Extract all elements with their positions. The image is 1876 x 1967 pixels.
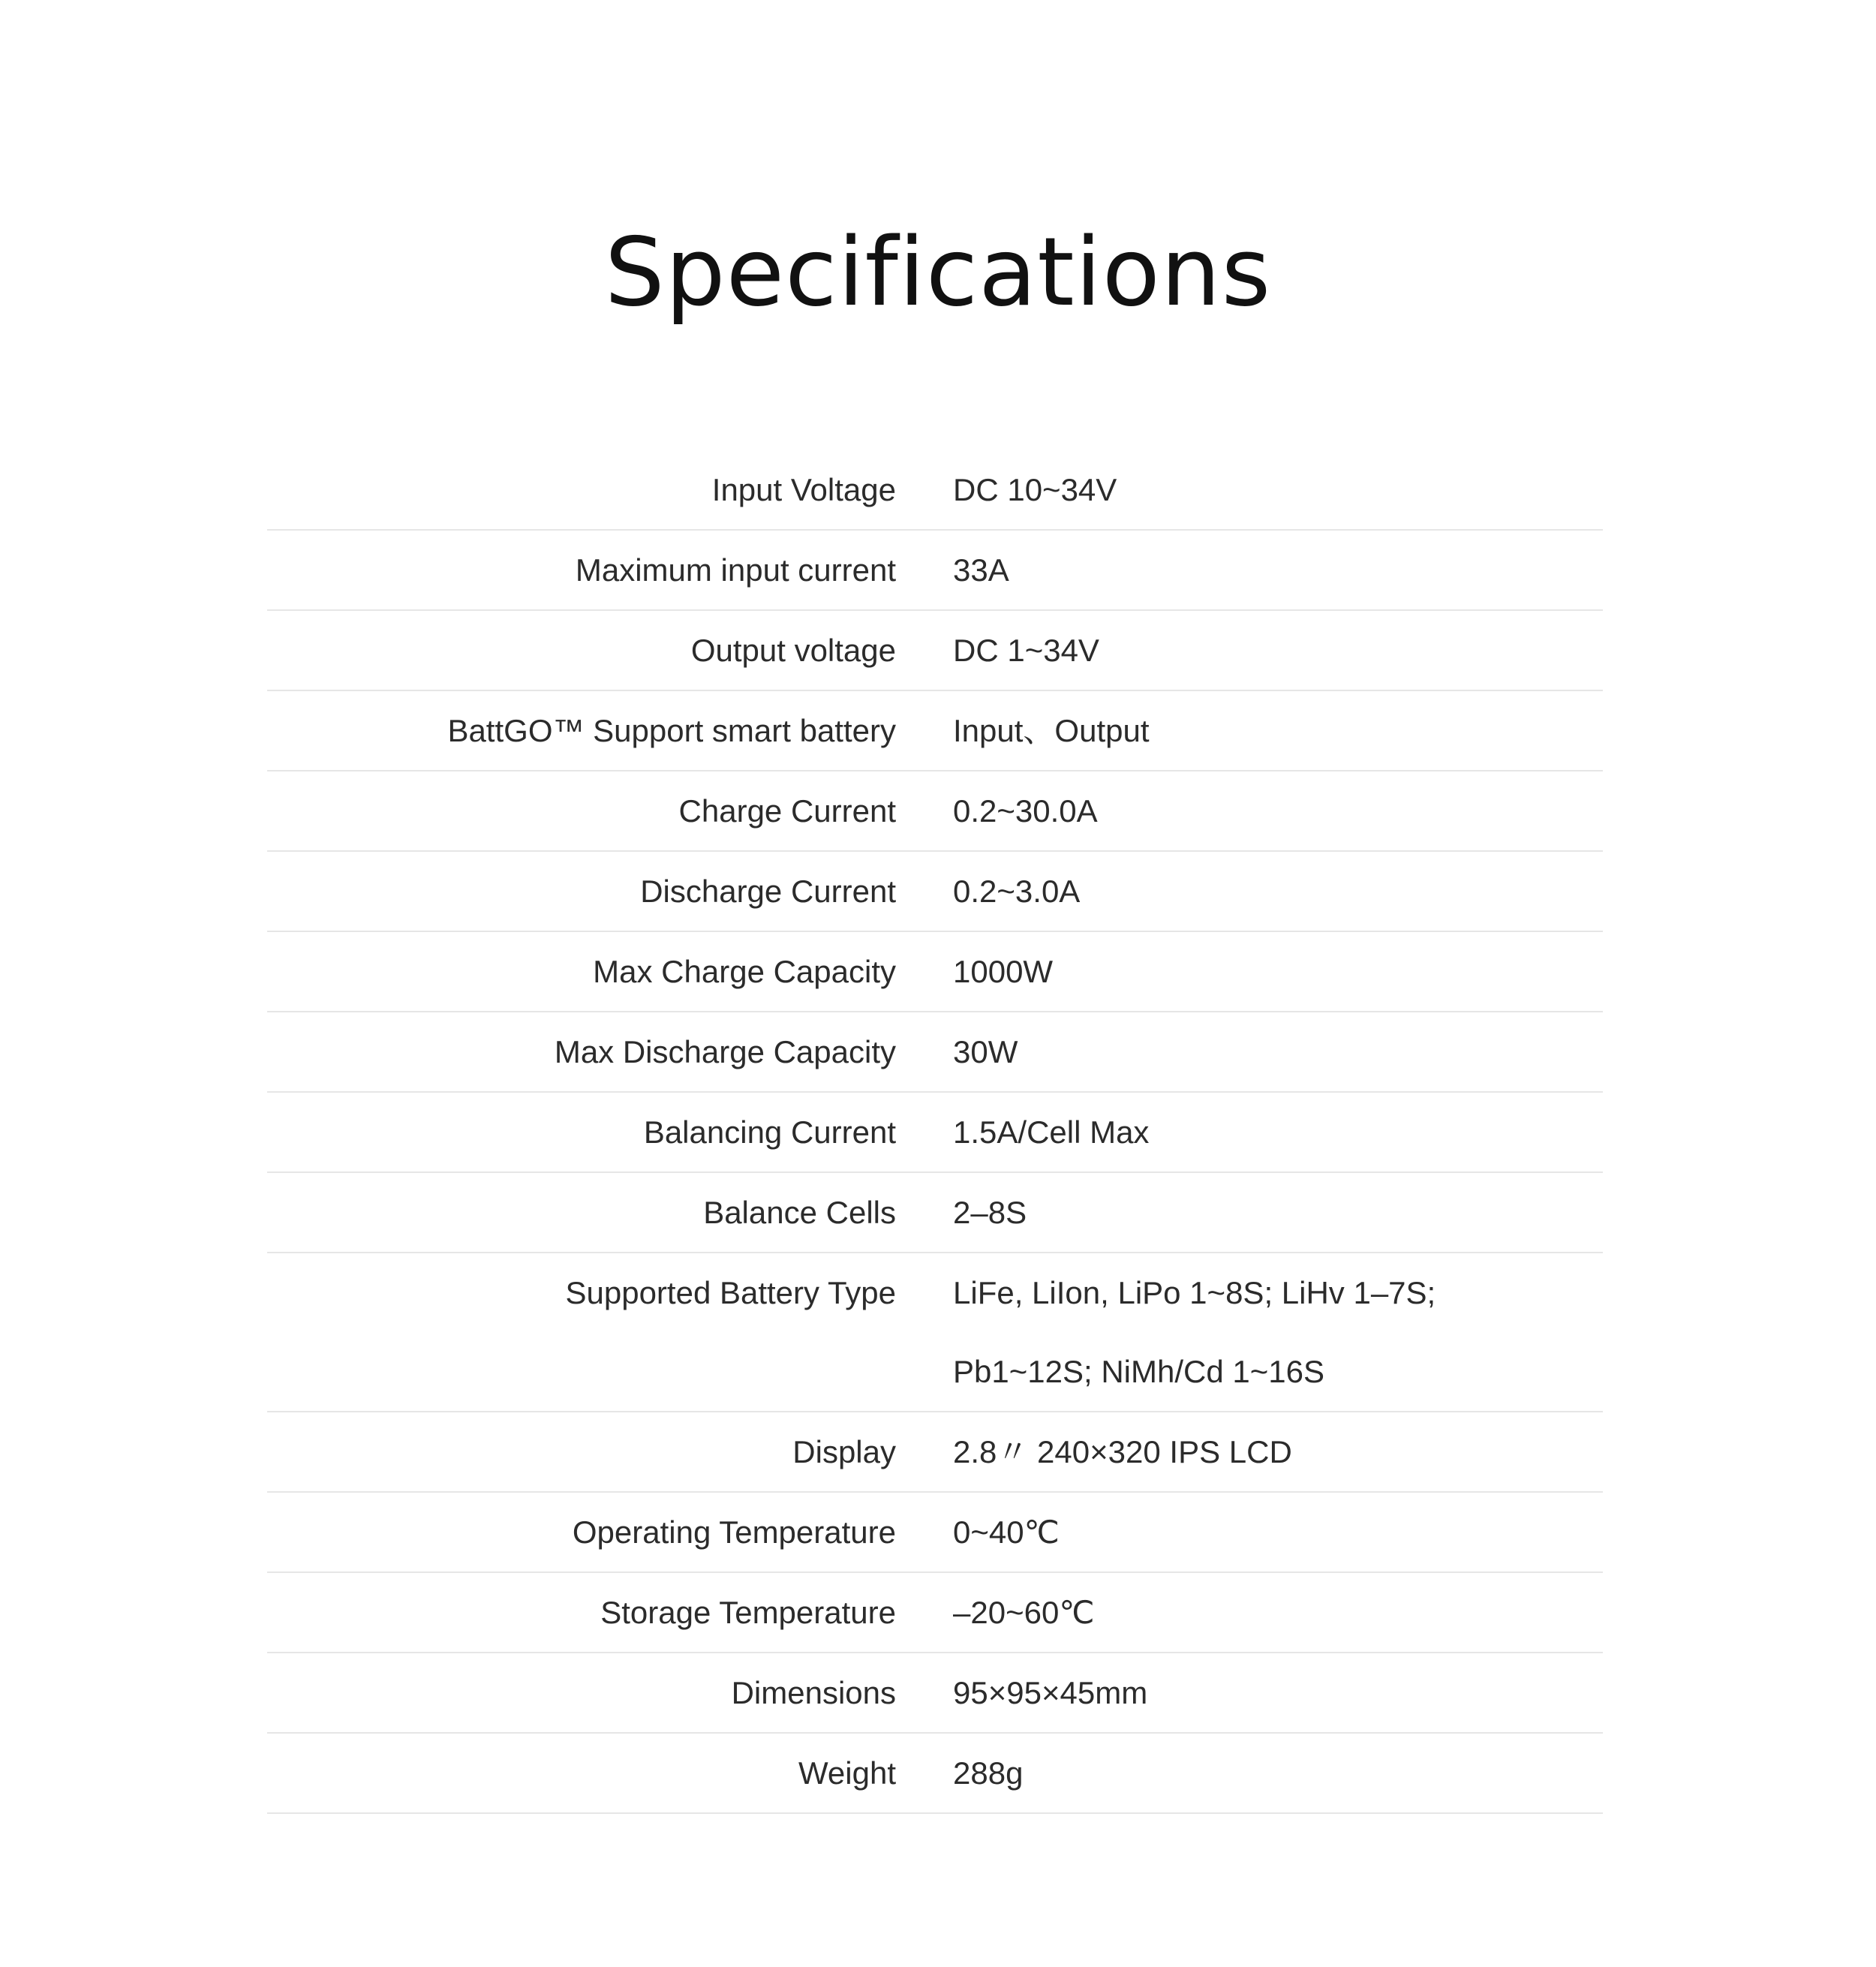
spec-label: Maximum input current — [575, 552, 896, 588]
spec-label: Charge Current — [678, 793, 896, 829]
spec-values — [953, 611, 1603, 690]
spec-values — [953, 450, 1603, 529]
spec-label: Max Discharge Capacity — [554, 1034, 896, 1069]
spec-row-max-discharge-capacity — [267, 1012, 1603, 1093]
spec-table — [267, 450, 1603, 1814]
spec-value: Pb1~12S; NiMh/Cd 1~16S — [953, 1354, 1324, 1389]
spec-label: Max Charge Capacity — [593, 954, 896, 989]
spec-values — [953, 1573, 1603, 1652]
spec-value: 33A — [953, 552, 1009, 588]
spec-value: 30W — [953, 1034, 1018, 1069]
spec-value: 1.5A/Cell Max — [953, 1114, 1150, 1150]
spec-value: DC 1~34V — [953, 633, 1099, 668]
spec-value: 95×95×45mm — [953, 1675, 1148, 1710]
spec-value: DC 10~34V — [953, 472, 1117, 507]
spec-value: 288g — [953, 1755, 1024, 1791]
spec-row-maximum-input-current — [267, 531, 1603, 611]
spec-value: –20~60℃ — [953, 1595, 1095, 1630]
spec-row-battgo-support — [267, 691, 1603, 771]
spec-label: Display — [792, 1434, 896, 1469]
spec-values — [953, 1653, 1603, 1732]
spec-values — [953, 691, 1603, 770]
spec-value: 2.8〃 240×320 IPS LCD — [953, 1434, 1292, 1469]
spec-label: Operating Temperature — [572, 1514, 896, 1550]
spec-row-supported-battery-type — [267, 1253, 1603, 1412]
spec-label: Balancing Current — [643, 1114, 896, 1150]
spec-value: 0.2~3.0A — [953, 874, 1081, 909]
spec-values — [953, 771, 1603, 850]
spec-values — [953, 1412, 1603, 1491]
spec-values — [953, 531, 1603, 609]
spec-row-discharge-current — [267, 852, 1603, 932]
spec-row-output-voltage — [267, 611, 1603, 691]
spec-row-storage-temperature — [267, 1573, 1603, 1653]
spec-row-input-voltage — [267, 450, 1603, 531]
spec-label: Discharge Current — [640, 874, 896, 909]
spec-values — [953, 1253, 1603, 1411]
spec-value: 1000W — [953, 954, 1054, 989]
spec-label: Storage Temperature — [600, 1595, 896, 1630]
spec-label: Weight — [798, 1755, 896, 1791]
page-title: Specifications — [604, 217, 1272, 327]
spec-values — [953, 1493, 1603, 1571]
spec-label: BattGO™ Support smart battery — [447, 713, 896, 748]
spec-row-operating-temperature — [267, 1493, 1603, 1573]
spec-values — [953, 932, 1603, 1011]
spec-value: 0~40℃ — [953, 1514, 1060, 1550]
spec-values — [953, 1093, 1603, 1171]
spec-value: 0.2~30.0A — [953, 793, 1098, 829]
spec-label: Output voltage — [690, 633, 896, 668]
spec-row-charge-current — [267, 771, 1603, 852]
spec-values — [953, 852, 1603, 931]
spec-row-balance-cells — [267, 1173, 1603, 1253]
spec-values — [953, 1012, 1603, 1091]
spec-row-display — [267, 1412, 1603, 1493]
spec-value: LiFe, LiIon, LiPo 1~8S; LiHv 1–7S; — [953, 1275, 1436, 1310]
spec-value: Input、Output — [953, 713, 1150, 748]
spec-label: Dimensions — [731, 1675, 896, 1710]
spec-label: Balance Cells — [703, 1195, 896, 1230]
spec-label: Supported Battery Type — [565, 1275, 896, 1310]
spec-value: 2–8S — [953, 1195, 1027, 1230]
spec-label: Input Voltage — [711, 472, 896, 507]
spec-row-balancing-current — [267, 1093, 1603, 1173]
spec-values — [953, 1173, 1603, 1252]
spec-row-weight — [267, 1734, 1603, 1814]
spec-row-max-charge-capacity — [267, 932, 1603, 1012]
spec-values — [953, 1734, 1603, 1812]
spec-row-dimensions — [267, 1653, 1603, 1734]
